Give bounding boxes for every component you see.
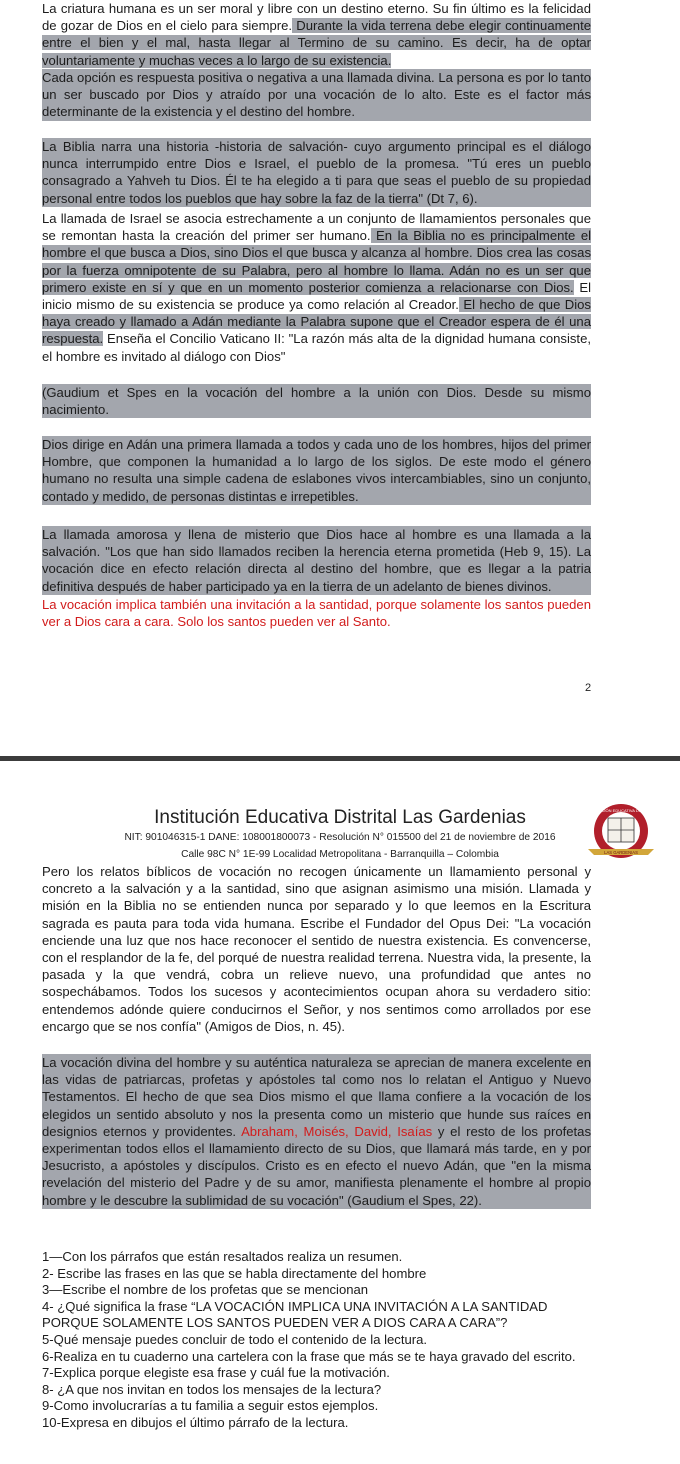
paragraph-5-text: (Gaudium et Spes en la vocación del hombre a la unión con Dios. Desde su mismo nacimiento. bbox=[42, 385, 591, 418]
document-page-1 bbox=[0, 0, 680, 728]
page2-paragraph-2-text: La vocación divina del hombre y su auténtica naturaleza se aprecian de manera excelente en las vidas de patriarcas, profetas y apóstoles tal como nos lo relatan el Antiguo y Nuevo Testamentos. El hecho de que sea Dios mismo el que llama confiere a la vocación de los elegidos un sentido absoluto y nos la presenta como un misterio que hunde sus raíces en designios eternos y providentes. bbox=[42, 1055, 591, 1139]
page2-paragraph-1 bbox=[42, 863, 591, 1035]
paragraph-8-text: La vocación implica también una invitación a la santidad, porque solamente los santos pueden ver a Dios cara a cara. Solo los santos pueden ver al Santo. bbox=[42, 597, 591, 630]
school-address: Calle 98C N° 1E-99 Localidad Metropolitana - Barranquilla – Colombia bbox=[181, 849, 499, 860]
paragraph-8 bbox=[42, 596, 591, 630]
paragraph-4-text-3: Enseña el Concilio Vaticano II: "La razón más alta de la dignidad humana consiste, el hombre es invitado al diálogo con Dios" bbox=[42, 331, 591, 364]
paragraph-3-text: La Biblia narra una historia -historia de salvación- cuyo argumento principal es el diálogo nunca interrumpido entre Dios e Israel, el pueblo de la promesa. "Tú eres un pueblo consagrado a Yahveh tu Dios. Él te ha elegido a ti para que seas el pueblo de su propiedad personal entre todos los pueblos que hay sobre la faz de la tierra" (Dt 7, 6). bbox=[42, 139, 591, 206]
question-item: 10-Expresa en dibujos el último párrafo de la lectura. bbox=[42, 1414, 349, 1430]
paragraph-3 bbox=[42, 138, 591, 207]
paragraph-1 bbox=[42, 0, 591, 69]
question-item: 3—Escribe el nombre de los profetas que se mencionan bbox=[42, 1282, 369, 1298]
question-item: 6-Realiza en tu cuaderno una cartelera con la frase que más se te haya gravado del escrito. bbox=[42, 1348, 576, 1364]
logo-banner-text: LAS GARDENIAS bbox=[604, 850, 638, 855]
paragraph-1-text: La criatura humana es un ser moral y libre con un destino eterno. Su fin último es la felicidad de gozar de Dios en el cielo para siempre. bbox=[42, 1, 591, 34]
question-item: 2- Escribe las frases en las que se habla directamente del hombre bbox=[42, 1265, 427, 1281]
paragraph-7-text: La llamada amorosa y llena de misterio que Dios hace al hombre es una llamada a la salvación. "Los que han sido llamados reciben la herencia eterna prometida (Heb 9, 15). La vocación dice en efecto relación directa al destino del hombre, que es llegar a la patria definitiva después de haber participado ya en la tierra de un adelanto de bienes divinos. bbox=[42, 527, 591, 594]
paragraph-4-text-2: El inicio mismo de su existencia se produce ya como relación al Creador. bbox=[42, 279, 592, 313]
paragraph-6 bbox=[42, 436, 591, 505]
page-number: 2 bbox=[585, 682, 592, 694]
page-gap bbox=[0, 728, 680, 756]
paragraph-1-highlight: Durante la vida terrena debe elegir continuamente entre el bien y el mal, hasta llegar al Termino de su camino. Es decir, ha de optar voluntariamente y muchas veces a lo largo de su existencia. bbox=[42, 18, 592, 68]
questions-list bbox=[42, 1249, 602, 1432]
question-item: 9-Como involucrarías a tu familia a seguir estos ejemplos. bbox=[42, 1398, 379, 1414]
paragraph-4-highlight-2: El hecho de que Dios haya creado y llamado a Adán mediante la Palabra supone que el Creador espera de él una respuesta. bbox=[42, 297, 591, 347]
school-id-line: NIT: 901046315-1 DANE: 108001800073 - Resolución N° 015500 del 21 de noviembre de 2016 bbox=[124, 832, 556, 843]
paragraph-2-text: Cada opción es respuesta positiva o negativa a una llamada divina. La persona es por lo tanto un ser buscado por Dios y atraído por una vocación de lo alto. Este es el factor más determinante de la existencia y el destino del hombre. bbox=[42, 70, 591, 120]
paragraph-5 bbox=[42, 384, 591, 418]
question-item: 1—Con los párrafos que están resaltados realiza un resumen. bbox=[42, 1249, 403, 1264]
question-item: 7-Explica porque elegiste esa frase y cuál fue la motivación. bbox=[42, 1365, 390, 1381]
question-item: 5-Qué mensaje puedes concluir de todo el contenido de la lectura. bbox=[42, 1331, 428, 1347]
question-item: 8- ¿A que nos invitan en todos los mensajes de la lectura? bbox=[42, 1381, 382, 1397]
paragraph-2 bbox=[42, 69, 591, 121]
logo-ring-text: INSTITUCIÓN EDUCATIVA DISTRITAL bbox=[585, 808, 657, 813]
question-item: 4- ¿Qué significa la frase “LA VOCACIÓN IMPLICA UNA INVITACIÓN A LA SANTIDAD PORQUE SOLAMENTE LOS SANTOS PUEDEN VER A DIOS CARA A CARA”? bbox=[42, 1298, 548, 1331]
paragraph-4-text: La llamada de Israel se asocia estrechamente a un conjunto de llamamientos personales que se remontan hasta la creación del primer ser humano. bbox=[42, 211, 591, 244]
paragraph-4-highlight: En la Biblia no es principalmente el hombre el que busca a Dios, sino Dios el que busca y alcanza al hombre. Dios crea las cosas por la fuerza omnipotente de su Palabra, pero al hombre lo llama. Adán no es un ser que primero existe en sí y que en un momento posterior comienza a relacionarse con Dios. bbox=[42, 228, 592, 295]
paragraph-4 bbox=[42, 210, 591, 365]
school-logo-icon bbox=[584, 800, 658, 864]
page2-paragraph-2-text-2: y el resto de los profetas experimentan todos ellos el llamamiento directo de su Dios, que llamará más tarde, en y por Jesucristo, a apóstoles y discípulos. Cristo es en efecto el nuevo Adán, que "en la misma revelación del misterio del Padre y de su amor, manifiesta plenamente el hombre al propio hombre y le descubre la sublimidad de su vocación" (Gaudium el Spes, 22). bbox=[42, 1123, 591, 1208]
prophets-names: Abraham, Moisés, David, Isaías bbox=[236, 1123, 433, 1139]
paragraph-7 bbox=[42, 526, 591, 595]
page2-paragraph-1-text: Pero los relatos bíblicos de vocación no recogen únicamente un llamamiento personal y concreto a la salvación y a la santidad, sino que asignan asimismo una misión. Llamada y misión en la Biblia no se entienden nunca por separado y lo que leemos en la Escritura sagrada es pauta para toda vida humana. Escribe el Fundador del Opus Dei: "La vocación enciende una luz que nos hace reconocer el sentido de nuestra existencia. Es convencerse, con el resplandor de la fe, del porqué de nuestra realidad terrena. Nuestra vida, la presente, la pasada y la que vendrá, cobra un relieve nuevo, una profundidad que antes no sospechábamos. Todos los sucesos y acontecimientos ocupan ahora su verdadero sitio: entendemos adónde quiere conducirnos el Señor, y nos sentimos como arrollados por ese encargo que se nos confía" (Amigos de Dios, n. 45). bbox=[42, 864, 591, 1034]
school-name: Institución Educativa Distrital Las Gardenias bbox=[154, 807, 526, 828]
paragraph-6-text: Dios dirige en Adán una primera llamada a todos y cada uno de los hombres, hijos del primer Hombre, que componen la humanidad a lo largo de los siglos. De este modo el género humano no resulta una simple cadena de eslabones vivos intercambiables, sino un conjunto, contado y medido, de personas distintas e irrepetibles. bbox=[42, 437, 591, 504]
page2-paragraph-2 bbox=[42, 1054, 591, 1209]
